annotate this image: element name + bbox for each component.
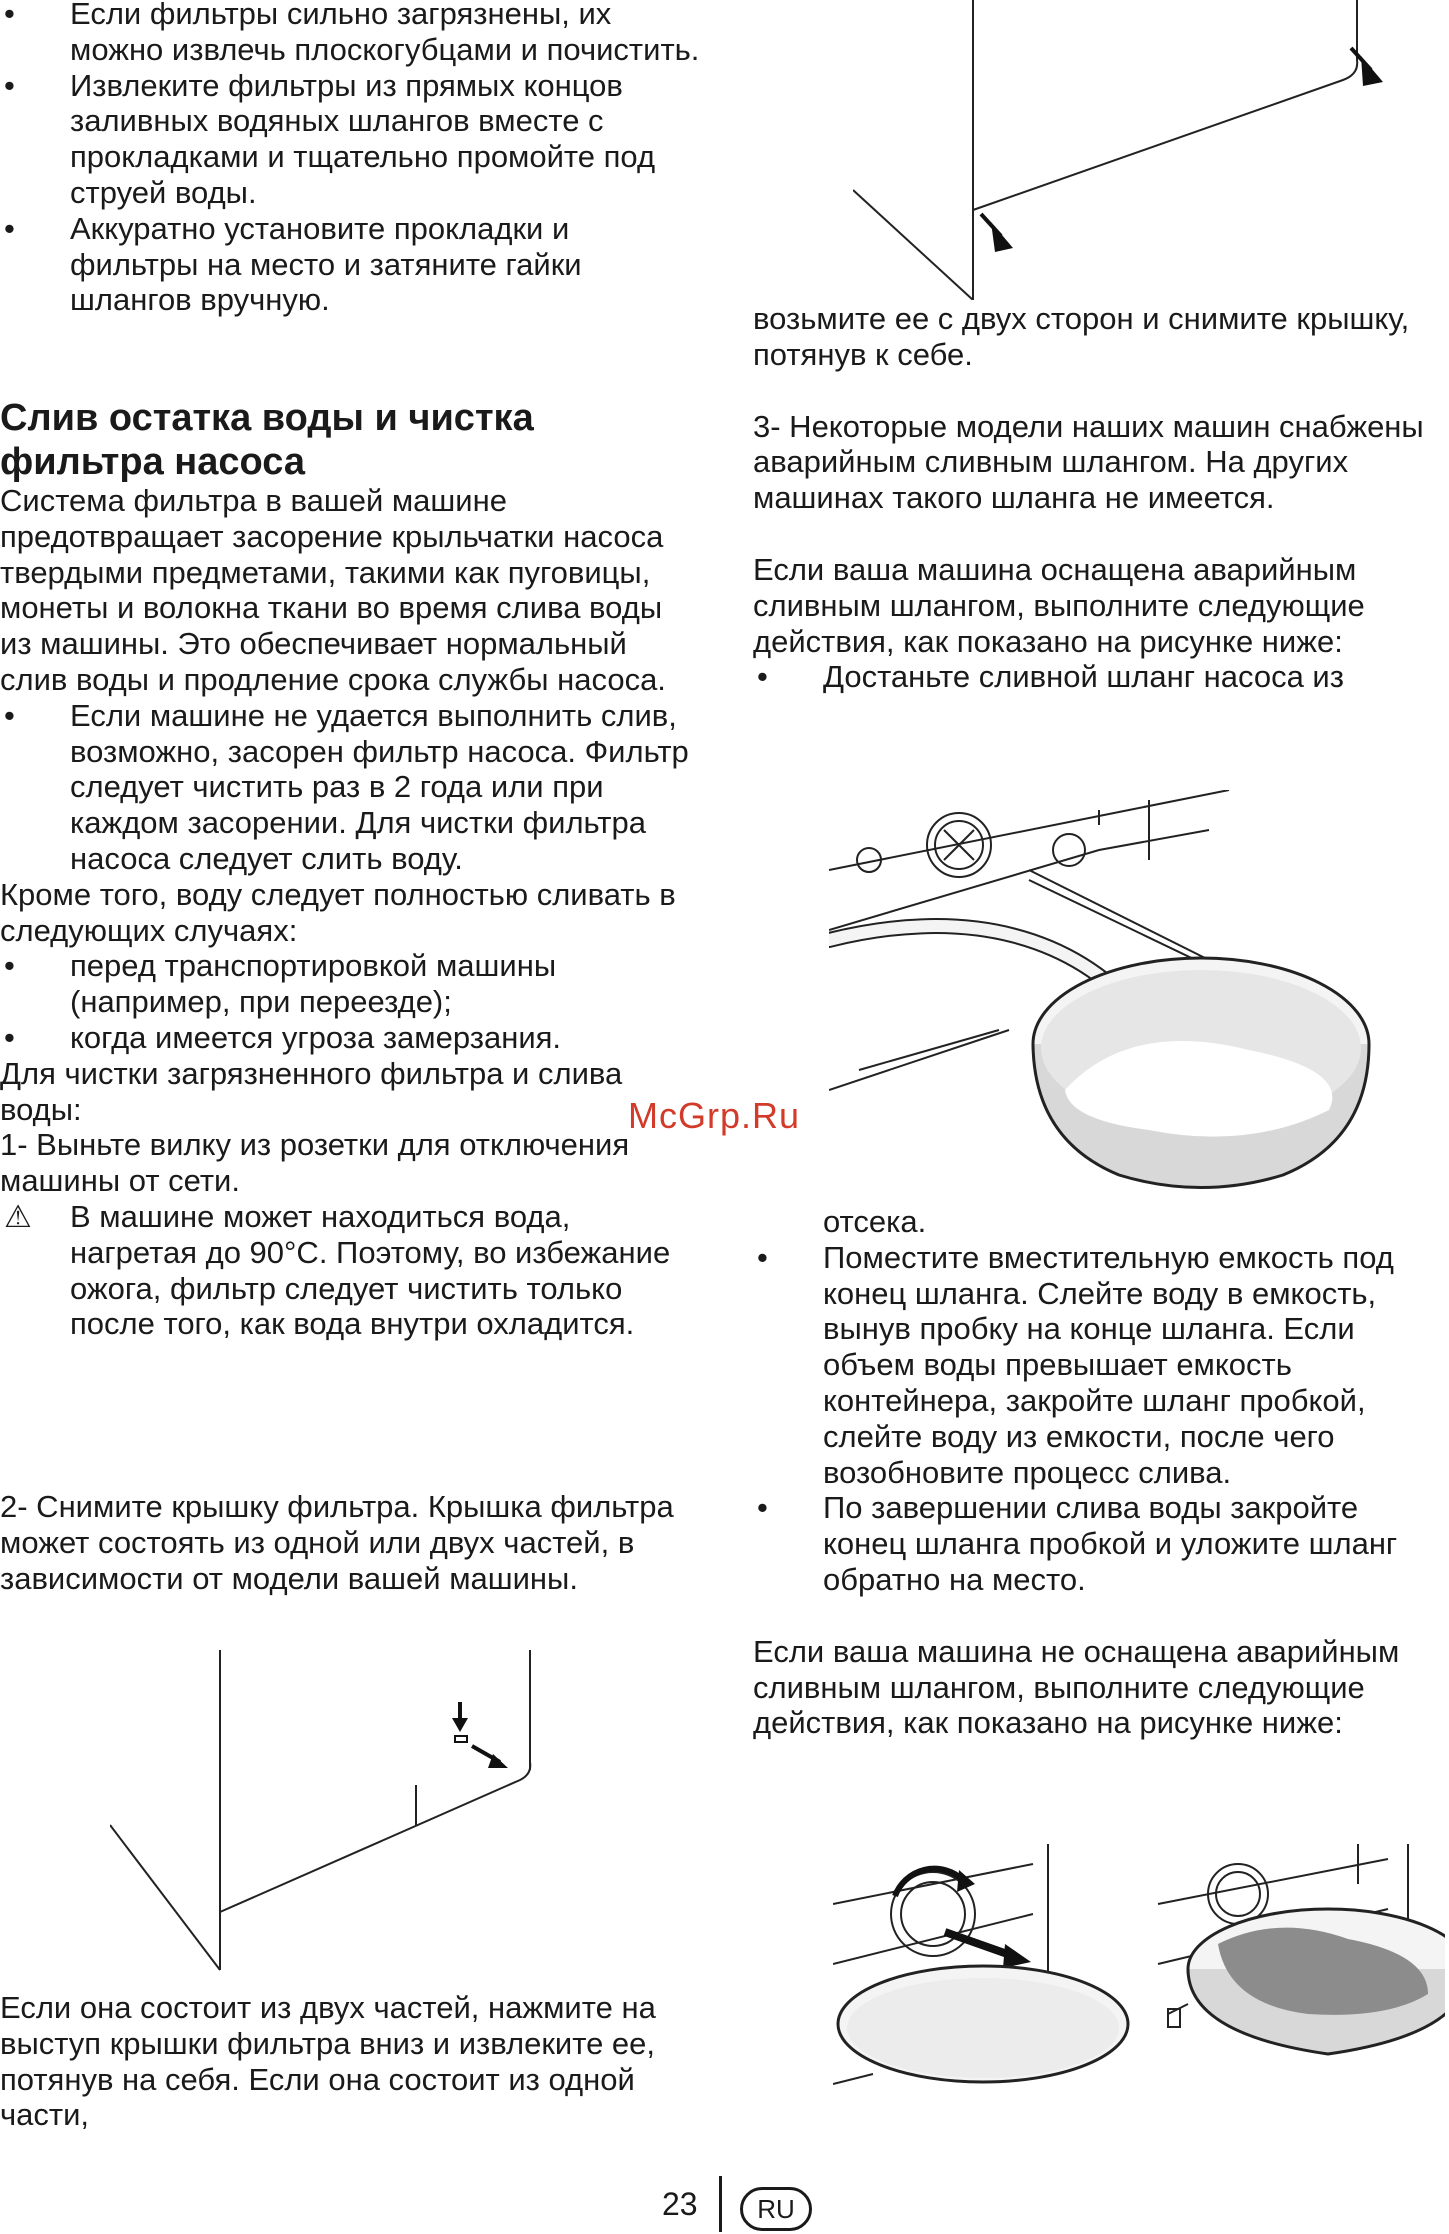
language-badge: RU [740,2187,812,2231]
bullet-text: Аккуратно установите прокладки и фильтры на место и затяните гайки шлангов вручную. [70,210,582,318]
bullet-text: Достаньте сливной шланг насоса из [823,659,1344,695]
section-heading [0,396,700,484]
warning-icon: ⚠ [4,1198,32,1234]
watermark: McGrp.Ru [628,1095,801,1136]
warning-text: В машине может находиться вода, нагретая до 90°C. Поэтому, во избежание ожога, фильтр следует чистить только после того, как вода внутри охладится. [70,1198,671,1342]
bullet-text: Если машине не удается выполнить слив, возможно, засорен фильтр насоса. Фильтр следует чистить раз в 2 года или при каждом засорении. Для чистки фильтра насоса следует слить воду. [70,697,689,876]
left-body [0,483,690,1342]
drain-hose-drawing [829,790,1429,1200]
list-item: • Если фильтры сильно загрязнены, их можно извлечь плоскогубцами и почистить. [0,0,700,68]
bullet-text: По завершении слива воды закройте конец шланга пробкой и уложите шланг обратно на место. [823,1490,1398,1597]
cleaning-intro: Для чистки загрязненного фильтра и слива воды: [0,1055,623,1127]
machine-panel-illustration [853,0,1449,300]
right-body-top [753,301,1449,695]
page-number: 23 [662,2186,698,2222]
bullet-text: Если фильтры сильно загрязнены, их можно извлечь плоскогубцами и почистить. [70,0,700,67]
step-2: 2- Снимите крышку фильтра. Крышка фильтра может состоять из одной или двух частей, в зависимости от модели вашей машины. [0,1489,674,1596]
list-item: • когда имеется угроза замерзания. [4,1019,562,1055]
bullet-continuation: отсека. [823,1204,927,1239]
footer-divider [719,2176,722,2232]
step-3: 3- Некоторые модели наших машин снабжены аварийным сливным шлангом. На других машинах такого шланга не имеется. [753,408,1424,516]
step-2-block [0,1489,690,1596]
heading-line-2: фильтра насоса [0,441,305,483]
bullet-list-filters [0,0,700,318]
heading-line-1: Слив остатка воды и чистка [0,397,534,439]
two-parts-block [0,1990,700,2133]
intro-paragraph: Система фильтра в вашей машине предотвращает засорение крыльчатки насоса твердыми предметами, такими как пуговицы, монеты и волокна ткани во время слива воды из машины. Это обеспечивает нормальный слив воды и продление срока службы насоса. [0,483,666,697]
filter-drain-drawing [833,1844,1445,2094]
list-item: • Если машине не удается выполнить слив, возможно, засорен фильтр насоса. Фильтр следует чистить раз в 2 года или при каждом засорении. Для чистки фильтра насоса следует слить воду. [4,697,689,876]
if-equipped-paragraph: Если ваша машина оснащена аварийным сливным шлангом, выполните следующие действия, как показано на рисунке ниже: [753,551,1365,659]
filter-drain-illustration [833,1844,1445,2094]
machine-panel-drawing [853,0,1449,300]
one-part-continued: возьмите ее с двух сторон и снимите крышку, потянув к себе. [753,301,1410,372]
two-parts-paragraph: Если она состоит из двух частей, нажмите на выступ крышки фильтра вниз и извлеките ее, потянув на себя. Если она состоит из одной части, [0,1990,656,2133]
if-not-equipped-paragraph: Если ваша машина не оснащена аварийным сливным шлангом, выполните следующие действия, как показано на рисунке ниже: [753,1633,1400,1741]
drain-hose-illustration [829,790,1429,1200]
warning-block [0,1199,690,1342]
bullet-text: Извлеките фильтры из прямых концов заливных водяных шлангов вместе с прокладками и тщательно промойте под струей воды. [70,67,656,210]
list-item: • перед транспортировкой машины (например, при переезде); [4,948,557,1020]
right-body-middle [753,1204,1449,1741]
filter-cover-illustration [110,1650,550,1980]
bullet-text: когда имеется угроза замерзания. [70,1019,562,1055]
list-item: • Извлеките фильтры из прямых концов заливных водяных шлангов вместе с прокладками и тщательно промойте под струей воды. [4,67,656,210]
filter-cover-drawing [110,1650,550,1980]
also-paragraph: Кроме того, воду следует полностью сливать в следующих случаях: [0,876,676,948]
step-1: 1- Выньте вилку из розетки для отключения машины от сети. [0,1127,630,1199]
list-item: • По завершении слива воды закройте конец шланга пробкой и уложите шланг обратно на место. [757,1490,1398,1597]
list-item: • Поместите вместительную емкость под конец шланга. Слейте воду в емкость, вынув пробку на конце шланга. Если объем воды превышает емкость контейнера, закройте шланг пробкой, слейте воду из емкости, после чего возобновите процесс слива. [757,1239,1394,1490]
bullet-text: Поместите вместительную емкость под конец шланга. Слейте воду в емкость, вынув пробку на конце шланга. Если объем воды превышает емкость контейнера, закройте шланг пробкой, слейте воду из емкости, после чего возобновите процесс слива. [823,1239,1394,1490]
bullet-text: перед транспортировкой машины (например, при переезде); [70,948,557,1020]
list-item: • Достаньте сливной шланг насоса из [757,659,1344,695]
list-item: • Аккуратно установите прокладки и фильтры на место и затяните гайки шлангов вручную. [4,210,582,318]
